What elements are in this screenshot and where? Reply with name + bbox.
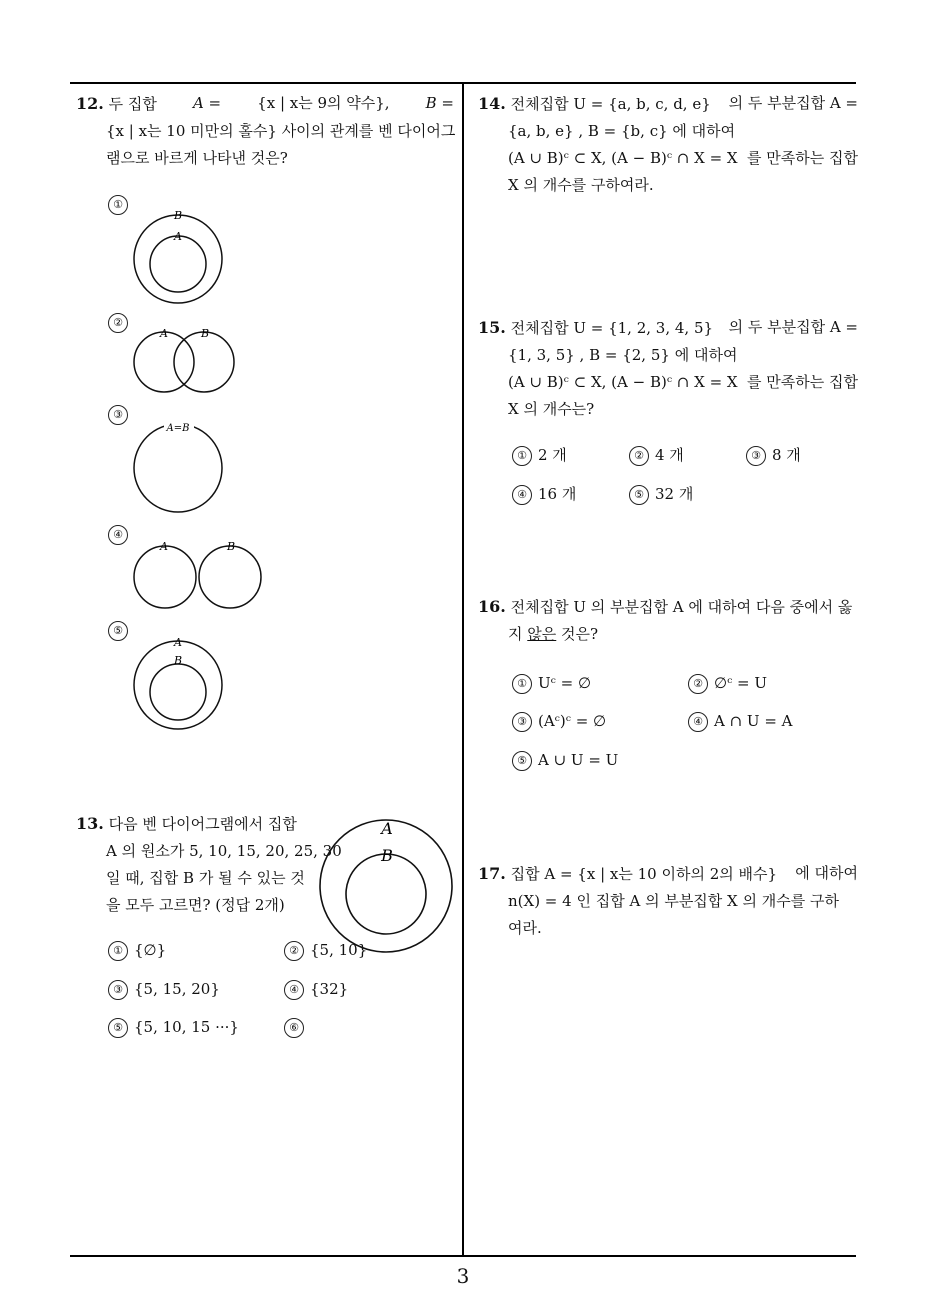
q12-option-5-mark[interactable]: ⑤ bbox=[108, 621, 128, 641]
q16-text-1: 전체집합 U 의 부분집합 A 에 대하여 다음 중에서 옳 bbox=[510, 598, 853, 616]
q16-choice-1[interactable] bbox=[512, 674, 591, 694]
q14-text-3b: 를 만족하는 집합 bbox=[747, 149, 858, 167]
q16-choice-4[interactable] bbox=[688, 712, 793, 732]
q13-choice-6[interactable] bbox=[284, 1018, 310, 1038]
q16-choice-2-text: ∅ᶜ = U bbox=[714, 674, 768, 692]
q15-choice-4-text: 16 개 bbox=[538, 485, 577, 503]
question-13 bbox=[76, 810, 342, 919]
q16-choice-3-mark: ③ bbox=[512, 712, 532, 732]
q13-choice-5[interactable] bbox=[108, 1018, 239, 1038]
q14-text-3a: (A ∪ B)ᶜ ⊂ X, (A − B)ᶜ ∩ X = X bbox=[508, 149, 738, 167]
q17-text-1b: 에 대하여 bbox=[795, 864, 858, 882]
q16-choice-5-mark: ⑤ bbox=[512, 751, 532, 771]
q13-choice-5-mark: ⑤ bbox=[108, 1018, 128, 1038]
q13-choice-3-text: {5, 15, 20} bbox=[134, 980, 220, 998]
q12-option-5-venn[interactable] bbox=[130, 633, 230, 733]
q15-choice-5-text: 32 개 bbox=[655, 485, 694, 503]
q14-line-3 bbox=[478, 145, 858, 172]
q13-choice-2-mark: ② bbox=[284, 941, 304, 961]
q12-line-1 bbox=[76, 90, 454, 118]
q12-text-1a: 두 집합 bbox=[108, 95, 157, 113]
q15-choice-1-mark: ① bbox=[512, 446, 532, 466]
q15-choice-2-text: 4 개 bbox=[655, 446, 684, 464]
q17-line-3: 여라. bbox=[508, 919, 542, 937]
q13-venn-diagram bbox=[318, 810, 458, 960]
q14-line-4: X 의 개수를 구하여라. bbox=[508, 176, 654, 194]
q16-choice-1-mark: ① bbox=[512, 674, 532, 694]
q13-choice-5-text: {5, 10, 15 ···} bbox=[134, 1018, 239, 1036]
q12-option-2-right-label: B bbox=[200, 327, 210, 340]
q15-choice-4[interactable] bbox=[512, 483, 576, 505]
q12-option-2-left-label: A bbox=[160, 327, 168, 340]
q17-number: 17. bbox=[478, 864, 506, 883]
q13-choice-6-mark: ⑥ bbox=[284, 1018, 304, 1038]
q16-choice-2[interactable] bbox=[688, 674, 767, 694]
q15-text-1b: 의 두 부분집합 A = bbox=[728, 318, 858, 336]
q15-choice-3-text: 8 개 bbox=[772, 446, 801, 464]
q15-text-3b: 를 만족하는 집합 bbox=[747, 373, 858, 391]
q15-line-3 bbox=[478, 369, 858, 396]
q14-text-1b: 의 두 부분집합 A = bbox=[728, 94, 858, 112]
q15-choice-2-mark: ② bbox=[629, 446, 649, 466]
q13-text-1: 다음 벤 다이어그램에서 집합 bbox=[108, 815, 297, 833]
q12-option-2-mark[interactable]: ② bbox=[108, 313, 128, 333]
q17-line-2: n(X) = 4 인 집합 A 의 부분집합 X 의 개수를 구하 bbox=[508, 892, 839, 910]
q13-choice-1-mark: ① bbox=[108, 941, 128, 961]
q12-option-4-mark[interactable]: ④ bbox=[108, 525, 128, 545]
q16-choice-2-mark: ② bbox=[688, 674, 708, 694]
q15-text-1a: 전체집합 U = {1, 2, 3, 4, 5} bbox=[510, 319, 714, 337]
q15-choice-1-text: 2 개 bbox=[538, 446, 567, 464]
q16-choice-4-text: A ∩ U = A bbox=[714, 712, 793, 730]
q12-text-1b: A = bbox=[192, 94, 222, 112]
page-number: 3 bbox=[456, 1264, 470, 1288]
q13-line-1 bbox=[76, 810, 316, 838]
q13-choice-3-mark: ③ bbox=[108, 980, 128, 1000]
q13-line-4: 을 모두 고르면? (정답 2개) bbox=[106, 896, 285, 914]
q12-option-5-outer-label: A bbox=[174, 636, 182, 649]
q12-text-1d: B = bbox=[425, 94, 454, 112]
q12-line-2: {x | x는 10 미만의 홀수} 사이의 관계를 벤 다이어그 bbox=[106, 122, 456, 140]
question-17 bbox=[478, 860, 858, 942]
q15-line-2: {1, 3, 5} , B = {2, 5} 에 대하여 bbox=[508, 346, 738, 364]
q13-choice-2[interactable] bbox=[284, 941, 367, 961]
q13-choice-4[interactable] bbox=[284, 980, 348, 1000]
q16-text-2c: 것은? bbox=[561, 625, 599, 643]
q16-text-2a: 지 bbox=[508, 625, 523, 643]
q16-number: 16. bbox=[478, 597, 506, 616]
q15-choice-5[interactable] bbox=[629, 483, 693, 505]
q13-line-3: 일 때, 집합 B 가 될 수 있는 것 bbox=[106, 869, 305, 887]
q15-line-4: X 의 개수는? bbox=[508, 400, 595, 418]
q16-choice-3[interactable] bbox=[512, 712, 606, 732]
q15-line-1 bbox=[478, 314, 858, 342]
q15-choice-3-mark: ③ bbox=[746, 446, 766, 466]
question-14 bbox=[478, 90, 858, 199]
q16-choice-4-mark: ④ bbox=[688, 712, 708, 732]
q15-choice-5-mark: ⑤ bbox=[629, 485, 649, 505]
q13-inner-label: B bbox=[381, 846, 393, 865]
q12-option-2-venn[interactable] bbox=[130, 324, 240, 398]
q15-choice-3[interactable] bbox=[746, 444, 801, 466]
q17-text-1a: 집합 A = {x | x는 10 이하의 2의 배수} bbox=[510, 865, 778, 883]
q16-choice-5-text: A ∪ U = U bbox=[538, 751, 619, 769]
q15-choice-1[interactable] bbox=[512, 444, 567, 466]
question-12 bbox=[76, 90, 454, 172]
q12-text-1c: {x | x는 9의 약수}, bbox=[257, 94, 390, 112]
q13-outer-label: A bbox=[381, 819, 393, 838]
q12-line-3: 램으로 바르게 나타낸 것은? bbox=[106, 149, 288, 167]
q16-choice-3-text: (Aᶜ)ᶜ = ∅ bbox=[538, 712, 607, 730]
q12-option-3-mark[interactable]: ③ bbox=[108, 405, 128, 425]
q13-number: 13. bbox=[76, 814, 104, 833]
q13-line-2: A 의 원소가 5, 10, 15, 20, 25, 30 bbox=[106, 842, 342, 860]
q13-choice-3[interactable] bbox=[108, 980, 220, 1000]
q15-choice-2[interactable] bbox=[629, 444, 684, 466]
q12-option-3-label: A=B bbox=[166, 423, 190, 434]
q13-choice-1-text: {∅} bbox=[134, 941, 167, 959]
q16-line-1 bbox=[478, 593, 858, 621]
q15-number: 15. bbox=[478, 318, 506, 337]
question-16 bbox=[478, 593, 858, 648]
q12-option-4-left-label: A bbox=[160, 540, 168, 553]
column-divider bbox=[462, 82, 464, 1256]
q13-choice-4-text: {32} bbox=[310, 980, 349, 998]
q12-option-4-venn[interactable] bbox=[130, 538, 270, 612]
q17-line-1 bbox=[478, 860, 858, 888]
question-15 bbox=[478, 314, 858, 423]
q14-number: 14. bbox=[478, 94, 506, 113]
q16-choice-1-text: Uᶜ = ∅ bbox=[538, 674, 592, 692]
q13-choice-2-text: {5, 10} bbox=[310, 941, 368, 959]
q14-text-1a: 전체집합 U = {a, b, c, d, e} bbox=[510, 95, 711, 113]
q16-line-2 bbox=[478, 621, 858, 648]
q14-line-1 bbox=[478, 90, 858, 118]
q13-choice-4-mark: ④ bbox=[284, 980, 304, 1000]
q14-line-2: {a, b, e} , B = {b, c} 에 대하여 bbox=[508, 122, 736, 140]
q16-text-2b-underlined: 않은 bbox=[527, 625, 557, 643]
q15-choice-4-mark: ④ bbox=[512, 485, 532, 505]
q12-option-1-venn[interactable] bbox=[130, 205, 230, 305]
q13-choice-1[interactable] bbox=[108, 941, 166, 961]
bottom-rule bbox=[70, 1255, 856, 1257]
q12-option-5-inner-label: B bbox=[173, 654, 183, 667]
q16-choice-5[interactable] bbox=[512, 751, 618, 771]
q15-text-3a: (A ∪ B)ᶜ ⊂ X, (A − B)ᶜ ∩ X = X bbox=[508, 373, 738, 391]
q12-option-4-right-label: B bbox=[226, 540, 236, 553]
q12-number: 12. bbox=[76, 94, 104, 113]
q12-option-1-outer-label: B bbox=[173, 209, 183, 222]
q12-option-1-inner-label: A bbox=[174, 230, 182, 243]
q12-option-3-venn[interactable] bbox=[130, 418, 230, 516]
q12-option-1-mark[interactable]: ① bbox=[108, 195, 128, 215]
